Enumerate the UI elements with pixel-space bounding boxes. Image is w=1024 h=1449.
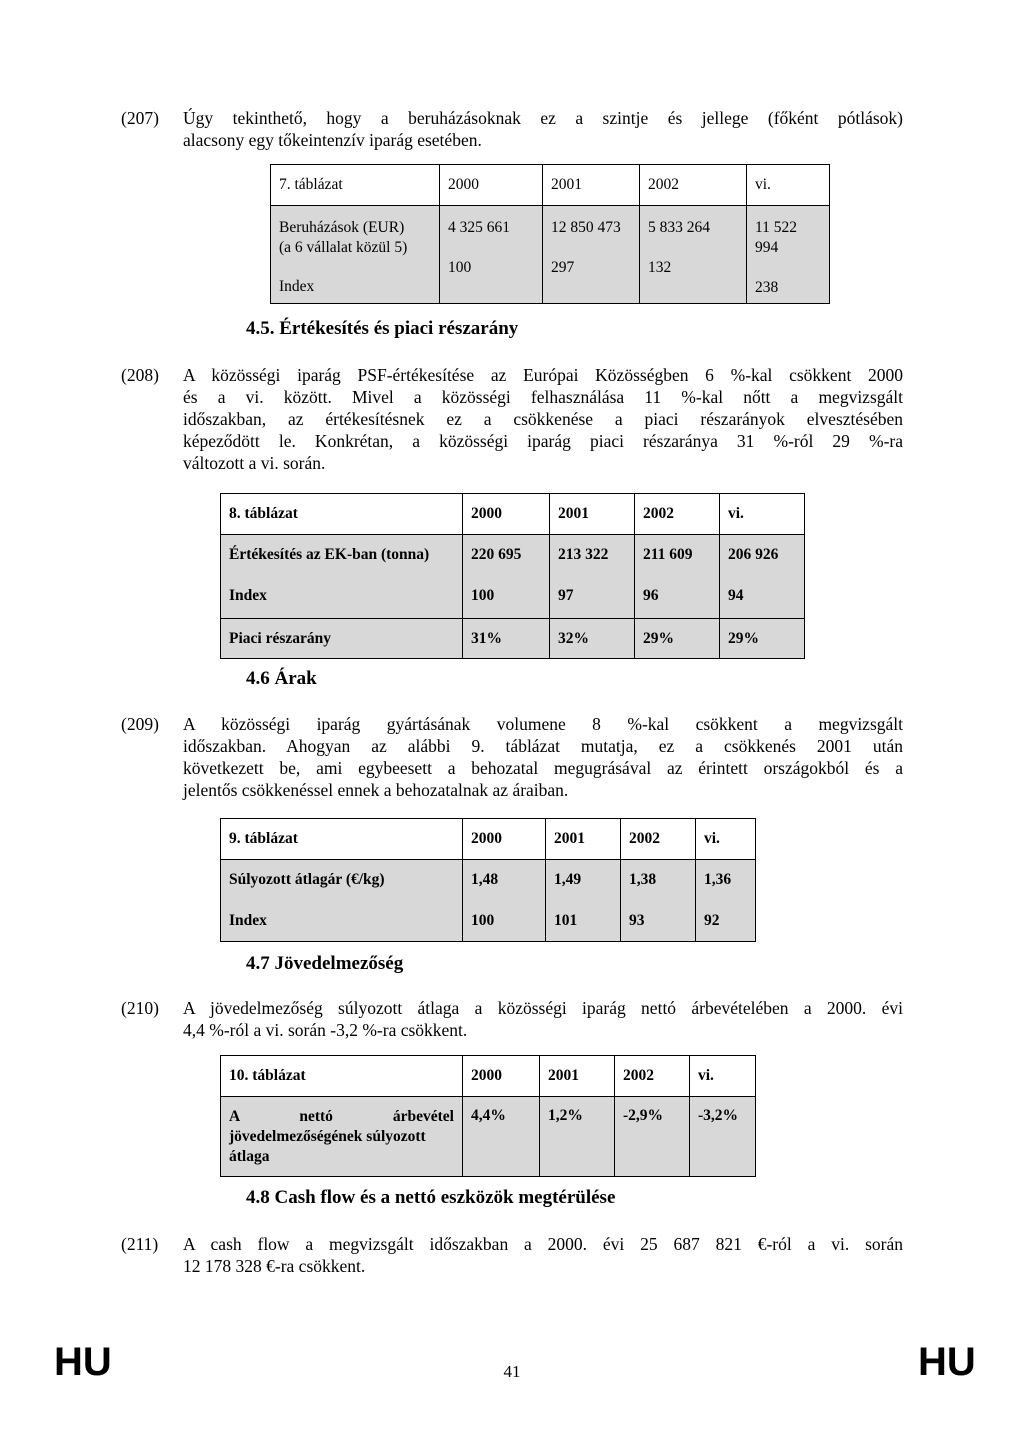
index-label: Index (229, 587, 267, 604)
header-cell: 2002 (615, 1056, 690, 1097)
data-cell (640, 206, 747, 304)
section-heading-4-6: 4.6 Árak (246, 668, 317, 689)
index-value: 238 (755, 279, 779, 296)
index-value: 132 (648, 259, 672, 276)
table-7 (270, 164, 830, 304)
text-line: időszakban, az értékesítésnek ez a csökkenése a piaci részarányok elvesztésében (183, 409, 903, 429)
investment-value: 5 833 264 (648, 219, 710, 236)
investment-value: 4 325 661 (448, 219, 510, 236)
text-line: A cash flow a megvizsgált időszakban a 2000. évi 25 687 821 €-ról a vi. során (183, 1234, 903, 1254)
table-header-row (271, 165, 830, 206)
share-value: 31% (463, 619, 550, 659)
paragraph-text (183, 1233, 903, 1277)
paragraph-209 (121, 713, 903, 801)
text-line: képeződött le. Konkrétan, a közösségi iparág piaci részaránya 31 %-ról 29 %-ra (183, 431, 903, 451)
table-caption: 7. táblázat (271, 165, 440, 206)
table-row (221, 619, 805, 659)
table-row (221, 1097, 756, 1177)
paragraph-number: (208) (121, 365, 159, 385)
paragraph-210 (121, 997, 903, 1041)
text-line: következett be, ami egybeesett a behozatal megugrásával az érintett országokból és a (183, 758, 903, 778)
text-line: alacsony egy tőkeintenzív iparág esetében. (183, 130, 482, 150)
paragraph-text (183, 364, 903, 474)
index-value: 97 (558, 587, 574, 604)
index-value: 100 (471, 587, 495, 604)
row-label: Piaci részarány (221, 619, 463, 659)
header-cell: 2001 (540, 1056, 615, 1097)
share-value: 29% (720, 619, 805, 659)
paragraph-number: (207) (121, 108, 159, 128)
label-line: (a 6 vállalat közül 5) (279, 239, 408, 256)
profit-value: 1,2% (540, 1097, 615, 1177)
investment-value: 11 522 994 (755, 219, 798, 256)
section-heading-4-7: 4.7 Jövedelmezőség (246, 953, 404, 974)
header-cell: 2001 (546, 819, 621, 860)
text-line: Úgy tekinthető, hogy a beruházásoknak ez a szintje és jellege (főként pótlások) (183, 108, 903, 128)
paragraph-number: (211) (121, 1234, 159, 1254)
header-cell: 2000 (463, 819, 546, 860)
data-cell (543, 206, 640, 304)
data-cell (635, 535, 720, 619)
data-cell (550, 535, 635, 619)
header-cell: 2000 (463, 494, 550, 535)
row-label (271, 206, 440, 304)
table-header-row (221, 1056, 756, 1097)
table-caption: 9. táblázat (221, 819, 463, 860)
profit-value: -3,2% (690, 1097, 756, 1177)
sales-value: 211 609 (643, 546, 693, 563)
index-value: 100 (471, 912, 495, 929)
text-line: változott a vi. során. (183, 453, 326, 473)
paragraph-text (183, 997, 903, 1041)
text-line: A közösségi iparág gyártásának volumene 8 %-kal csökkent a megvizsgált (183, 714, 903, 734)
header-cell: vi. (696, 819, 756, 860)
section-heading-4-5: 4.5. Értékesítés és piaci részarány (246, 318, 519, 339)
row-label (221, 1097, 463, 1177)
paragraph-number: (210) (121, 998, 159, 1018)
text-line: jelentős csökkenéssel ennek a behozatalnak az áraiban. (183, 780, 569, 800)
paragraph-207 (121, 107, 903, 151)
table-row (221, 535, 805, 619)
footer-language-right: HU (918, 1340, 976, 1384)
data-cell (696, 860, 756, 942)
row-label (221, 535, 463, 619)
data-cell (621, 860, 696, 942)
header-cell: 2002 (635, 494, 720, 535)
price-value: 1,38 (629, 871, 657, 888)
index-value: 101 (554, 912, 578, 929)
index-value: 297 (551, 259, 575, 276)
paragraph-208 (121, 364, 903, 474)
data-cell (546, 860, 621, 942)
data-cell (463, 535, 550, 619)
text-line: 4,4 %-ról a vi. során -3,2 %-ra csökkent. (183, 1020, 468, 1040)
price-value: 1,49 (554, 871, 582, 888)
header-cell: 2001 (543, 165, 640, 206)
row-label (221, 860, 463, 942)
table-row (271, 206, 830, 304)
profit-value: -2,9% (615, 1097, 690, 1177)
data-cell (747, 206, 830, 304)
header-cell: 2001 (550, 494, 635, 535)
sales-label: Értékesítés az EK-ban (tonna) (229, 546, 430, 563)
table-row (221, 860, 756, 942)
header-cell: vi. (720, 494, 805, 535)
sales-value: 206 926 (728, 546, 779, 563)
header-cell: vi. (747, 165, 830, 206)
index-value: 100 (448, 259, 472, 276)
paragraph-text (183, 713, 903, 801)
data-cell (440, 206, 543, 304)
label-line: Beruházások (EUR) (279, 219, 405, 236)
label-line: Index (279, 278, 315, 295)
table-8 (220, 493, 805, 659)
paragraph-211 (121, 1233, 903, 1277)
table-header-row (221, 819, 756, 860)
index-label: Index (229, 912, 267, 929)
section-heading-4-8: 4.8 Cash flow és a nettó eszközök megtérülése (246, 1187, 616, 1208)
header-cell: vi. (690, 1056, 756, 1097)
data-cell (720, 535, 805, 619)
sales-value: 213 322 (558, 546, 609, 563)
investment-value: 12 850 473 (551, 219, 621, 236)
label-line: átlaga (229, 1148, 270, 1165)
page-number: 41 (503, 1362, 521, 1381)
table-caption: 8. táblázat (221, 494, 463, 535)
share-value: 29% (635, 619, 720, 659)
index-value: 93 (629, 912, 645, 929)
profit-value: 4,4% (463, 1097, 540, 1177)
index-value: 96 (643, 587, 659, 604)
table-header-row (221, 494, 805, 535)
paragraph-number: (209) (121, 714, 159, 734)
index-value: 94 (728, 587, 744, 604)
table-10 (220, 1055, 756, 1177)
header-cell: 2002 (621, 819, 696, 860)
label-line: A nettó árbevétel (229, 1108, 454, 1125)
footer-language-left: HU (54, 1340, 112, 1384)
paragraph-text (183, 107, 903, 151)
data-cell (463, 860, 546, 942)
price-value: 1,48 (471, 871, 499, 888)
text-line: A jövedelmezőség súlyozott átlaga a közösségi iparág nettó árbevételében a 2000. évi (183, 998, 903, 1018)
table-9 (220, 818, 756, 942)
sales-value: 220 695 (471, 546, 522, 563)
header-cell: 2000 (463, 1056, 540, 1097)
text-line: A közösségi iparág PSF-értékesítése az Európai Közösségben 6 %-kal csökkent 2000 (183, 365, 903, 385)
text-line: 12 178 328 €-ra csökkent. (183, 1256, 366, 1276)
price-value: 1,36 (704, 871, 732, 888)
label-line: jövedelmezőségének súlyozott (229, 1128, 426, 1145)
header-cell: 2000 (440, 165, 543, 206)
header-cell: 2002 (640, 165, 747, 206)
text-line: és a vi. között. Mivel a közösségi felhasználása 11 %-kal nőtt a megvizsgált (183, 387, 903, 407)
index-value: 92 (704, 912, 720, 929)
price-label: Súlyozott átlagár (€/kg) (229, 871, 385, 888)
share-value: 32% (550, 619, 635, 659)
text-line: időszakban. Ahogyan az alábbi 9. táblázat mutatja, ez a csökkenés 2001 után (183, 736, 903, 756)
table-caption: 10. táblázat (221, 1056, 463, 1097)
